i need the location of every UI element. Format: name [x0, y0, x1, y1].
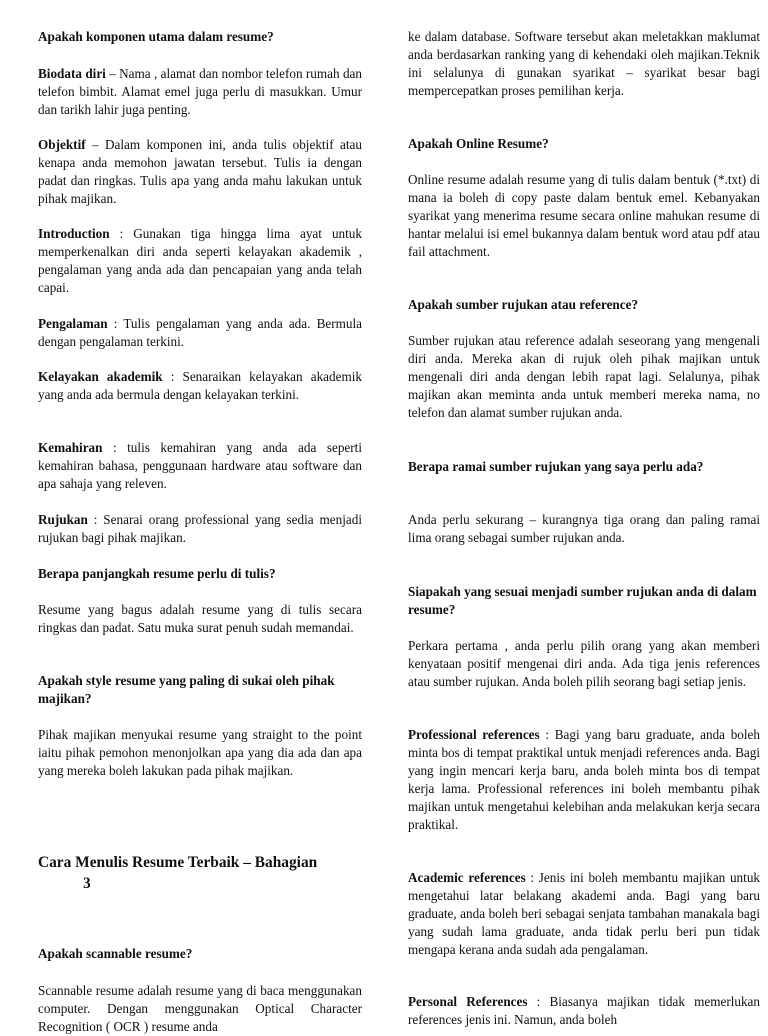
- heading-scannable: Apakah scannable resume?: [38, 946, 193, 961]
- paragraph-who: Perkara pertama , anda perlu pilih orang yang akan memberi kenyataan positif mengenai diri anda. Ada tiga jenis references atau sumber rujukan. Anda boleh pilih seorang bagi setiap jenis.: [408, 638, 760, 689]
- text-objektif: – Dalam komponen ini, anda tulis objektif atau kenapa anda memohon jawatan tersebut. Tulis ia dengan padat dan ringkas. Tulis apa yang anda mahu lakukan untuk pihak majikan.: [38, 137, 362, 206]
- text-professional: : Bagi yang baru graduate, anda boleh minta bos di tempat praktikal untuk menjadi references anda. Bagi yang ingin mencari kerja baru, anda boleh minta bos di tempat kerja lama. Professional references ini boleh membantu pihak majikan untuk mengetahui kelebihan anda melakukan kerja secara praktikal.: [408, 727, 760, 832]
- paragraph-personal: [408, 993, 760, 1029]
- heading-style: Apakah style resume yang paling di sukai oleh pihak majikan?: [38, 673, 335, 706]
- section-title-text: Cara Menulis Resume Terbaik – Bahagian: [38, 854, 318, 871]
- paragraph-kelayakan: [38, 368, 362, 404]
- text-personal: : Biasanya majikan tidak memerlukan references jenis ini. Namun, anda boleh: [408, 994, 761, 1027]
- heading-count: Berapa ramai sumber rujukan yang saya perlu ada?: [408, 459, 704, 474]
- text-academic: : Jenis ini boleh membantu majikan untuk mengetahui latar belakang akademi anda. Bagi yang baru graduate, anda boleh beri sebagai senjata tambahan manakala bagi yang sudah lama graduate, anda tidak perlu beri pun tidak mengapa kerana anda sudah ada pengalaman.: [408, 870, 761, 957]
- paragraph-introduction: [38, 225, 362, 297]
- paragraph-academic: [408, 869, 760, 959]
- section-title: [38, 852, 362, 894]
- paragraph-pengalaman: [38, 315, 362, 351]
- term-personal: Personal References: [408, 994, 528, 1009]
- text-pengalaman: : Tulis pengalaman yang anda ada. Bermula dengan pengalaman terkini.: [38, 316, 362, 349]
- term-objektif: Objektif: [38, 137, 86, 152]
- paragraph-continued: ke dalam database. Software tersebut akan meletakkan maklumat anda berdasarkan ranking yang di kehendaki oleh majikan.Teknik ini selalunya di gunakan syarikat – syarikat besar bagi mempercepatkan proses pemilihan kerja.: [408, 29, 760, 98]
- paragraph-rujukan: [38, 511, 362, 547]
- text-rujukan: : Senarai orang professional yang sedia menjadi rujukan bagi pihak majikan.: [38, 512, 362, 545]
- paragraph-length: Resume yang bagus adalah resume yang di tulis secara ringkas dan padat. Satu muka surat penuh sudah memandai.: [38, 602, 362, 635]
- paragraph-scannable: Scannable resume adalah resume yang di baca menggunakan computer. Dengan menggunakan Optical Character Recognition ( OCR ) resume anda: [38, 983, 362, 1034]
- heading-components: Apakah komponen utama dalam resume?: [38, 29, 274, 44]
- term-biodata: Biodata diri: [38, 66, 106, 81]
- text-kemahiran: : tulis kemahiran yang anda ada seperti kemahiran bahasa, penggunaan hardware atau software dan apa sahaja yang releven.: [38, 440, 362, 491]
- paragraph-count: Anda perlu sekurang – kurangnya tiga orang dan paling ramai lima orang sebagai sumber rujukan anda.: [408, 512, 760, 545]
- term-introduction: Introduction: [38, 226, 110, 241]
- paragraph-kemahiran: [38, 439, 362, 493]
- text-kelayakan: : Senaraikan kelayakan akademik yang anda ada bermula dengan kelayakan terkini.: [38, 369, 362, 402]
- paragraph-professional: [408, 726, 760, 833]
- section-number: 3: [83, 875, 91, 892]
- paragraph-biodata: [38, 65, 362, 119]
- term-academic: Academic references: [408, 870, 526, 885]
- term-rujukan: Rujukan: [38, 512, 88, 527]
- heading-source: Apakah sumber rujukan atau reference?: [408, 297, 639, 312]
- heading-length: Berapa panjangkah resume perlu di tulis?: [38, 566, 276, 581]
- term-kelayakan: Kelayakan akademik: [38, 369, 163, 384]
- term-kemahiran: Kemahiran: [38, 440, 103, 455]
- paragraph-source: Sumber rujukan atau reference adalah seseorang yang mengenali diri anda. Mereka akan di rujuk oleh pihak majikan untuk mengenali diri anda dengan lebih rapat lagi. Selalunya, pihak majikan akan meminta anda untuk memberi mereka nama, no telefon dan alamat sumber rujukan anda.: [408, 333, 760, 420]
- term-pengalaman: Pengalaman: [38, 316, 108, 331]
- paragraph-online: Online resume adalah resume yang di tulis dalam bentuk (*.txt) di mana ia boleh di copy paste dalam bentuk emel. Kebanyakan syarikat yang menerima resume secara online mahukan resume di hantar melalui isi emel bukannya dalam bentuk word atau pdf atau fail attachment.: [408, 172, 760, 259]
- paragraph-style: Pihak majikan menyukai resume yang straight to the point iaitu pihak pemohon menonjolkan apa yang dia ada dan apa yang mereka boleh lakukan pada pihak majikan.: [38, 727, 362, 778]
- paragraph-objektif: [38, 136, 362, 208]
- heading-who: Siapakah yang sesuai menjadi sumber rujukan anda di dalam resume?: [408, 584, 757, 617]
- text-introduction: : Gunakan tiga hingga lima ayat untuk memperkenalkan diri anda seperti kelayakan akademik , pengalaman yang anda ada dan pencapaian yang anda telah capai.: [38, 226, 362, 295]
- text-biodata: – Nama , alamat dan nombor telefon rumah dan telefon bimbit. Alamat emel juga perlu di masukkan. Umur dan tarikh lahir juga penting.: [38, 66, 362, 117]
- term-professional: Professional references: [408, 727, 540, 742]
- heading-online: Apakah Online Resume?: [408, 136, 549, 151]
